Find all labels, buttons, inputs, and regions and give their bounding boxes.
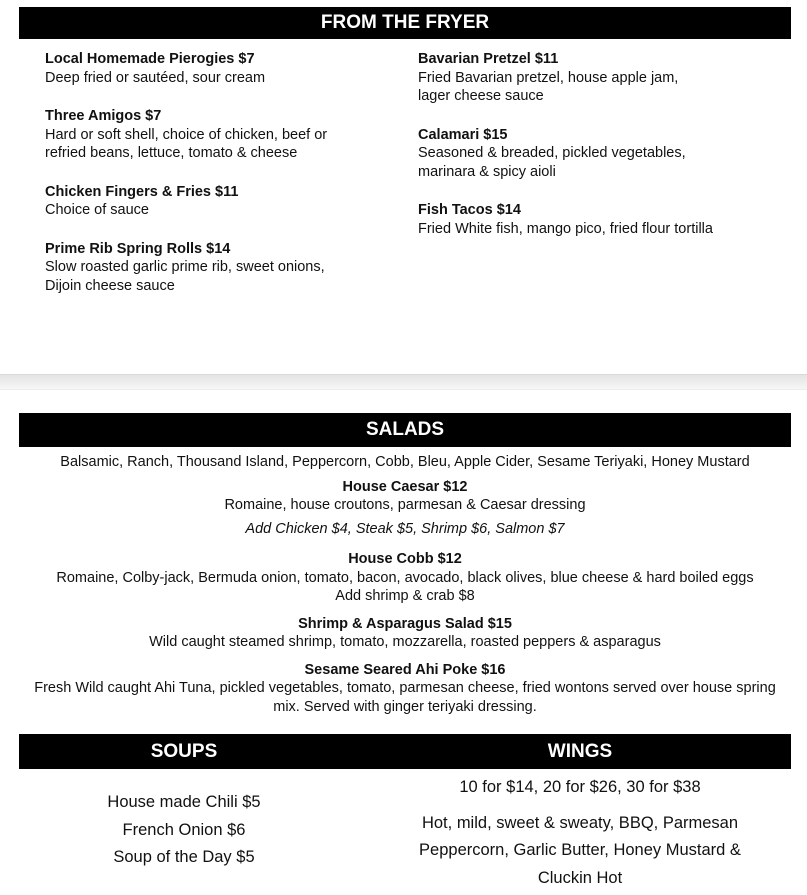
soups-section-title: SOUPS <box>150 740 218 762</box>
menu-item-name: Calamari $15 <box>418 126 508 143</box>
wings-block <box>400 774 760 892</box>
menu-item <box>418 126 788 182</box>
menu-item-name: Bavarian Pretzel $11 <box>418 51 559 67</box>
menu-item-name: Local Homemade Pierogies $7 <box>45 51 255 67</box>
menu-item-name: Fish Tacos $14 <box>418 202 521 218</box>
menu-item-desc: Hard or soft shell, choice of chicken, beef or refried beans, lettuce, tomato & cheese <box>45 126 328 161</box>
dressings-list: Balsamic, Ranch, Thousand Island, Peppercorn, Cobb, Bleu, Apple Cider, Sesame Teriyaki, Honey Mustard <box>60 454 750 470</box>
wings-flavors: Hot, mild, sweet & sweaty, BBQ, Parmesan Peppercorn, Garlic Butter, Honey Mustard & Cluckin Hot <box>419 813 741 887</box>
salad-item-name: House Caesar $12 <box>342 478 468 495</box>
wings-section-title: WINGS <box>547 740 613 762</box>
menu-item <box>45 107 405 163</box>
fryer-section-title: FROM THE FRYER <box>320 12 490 33</box>
menu-item-desc: Fried White fish, mango pico, fried flour tortilla <box>418 220 713 237</box>
salad-item <box>19 550 791 606</box>
salad-item-desc: Fresh Wild caught Ahi Tuna, pickled vegetables, tomato, parmesan cheese, fried wontons served over house spring mix. Served with ginger teriyaki dressing. <box>34 680 776 715</box>
menu-item-desc: Deep fried or sautéed, sour cream <box>45 69 266 86</box>
menu-item-name: Three Amigos $7 <box>45 108 162 124</box>
fryer-section-header <box>19 7 791 39</box>
salad-item-addon: Add Chicken $4, Steak $5, Shrimp $6, Salmon $7 <box>245 520 565 537</box>
menu-item-desc: Slow roasted garlic prime rib, sweet onions, Dijoin cheese sauce <box>45 259 325 294</box>
menu-item <box>418 201 788 238</box>
menu-item-desc: Fried Bavarian pretzel, house apple jam, lager cheese sauce <box>418 69 679 104</box>
salad-item-name: Shrimp & Asparagus Salad $15 <box>298 615 512 632</box>
menu-item <box>45 240 405 296</box>
fryer-right-column <box>418 50 788 258</box>
salad-item-extra: Add shrimp & crab $8 <box>335 588 475 604</box>
salad-item-name: Sesame Seared Ahi Poke $16 <box>304 661 506 678</box>
soup-item: French Onion $6 <box>122 820 246 839</box>
salads-section-title: SALADS <box>365 419 445 440</box>
menu-item-desc: Seasoned & breaded, pickled vegetables, marinara & spicy aioli <box>418 145 686 180</box>
salad-item-name: House Cobb $12 <box>348 551 462 567</box>
soups-wings-header <box>19 734 791 769</box>
salad-item-desc: Wild caught steamed shrimp, tomato, mozzarella, roasted peppers & asparagus <box>149 634 661 650</box>
wings-prices: 10 for $14, 20 for $26, 30 for $38 <box>459 778 701 796</box>
salad-item <box>19 478 791 539</box>
menu-item-name: Prime Rib Spring Rolls $14 <box>45 240 231 257</box>
menu-item <box>418 50 788 106</box>
soups-list <box>19 789 349 872</box>
menu-item <box>45 183 405 220</box>
fryer-left-column <box>45 50 405 315</box>
salads-body <box>19 453 791 716</box>
page-divider <box>0 374 807 390</box>
salad-item <box>19 615 791 652</box>
salad-item-desc: Romaine, Colby-jack, Bermuda onion, tomato, bacon, avocado, black olives, blue cheese & hard boiled eggs <box>56 569 754 586</box>
soup-item: House made Chili $5 <box>107 793 261 811</box>
salads-section-header <box>19 413 791 447</box>
salad-item-desc: Romaine, house croutons, parmesan & Caesar dressing <box>224 497 586 513</box>
menu-item-name: Chicken Fingers & Fries $11 <box>45 183 239 200</box>
salad-item <box>19 661 791 717</box>
menu-item <box>45 50 405 87</box>
menu-item-desc: Choice of sauce <box>45 202 149 218</box>
soup-item: Soup of the Day $5 <box>113 848 255 866</box>
